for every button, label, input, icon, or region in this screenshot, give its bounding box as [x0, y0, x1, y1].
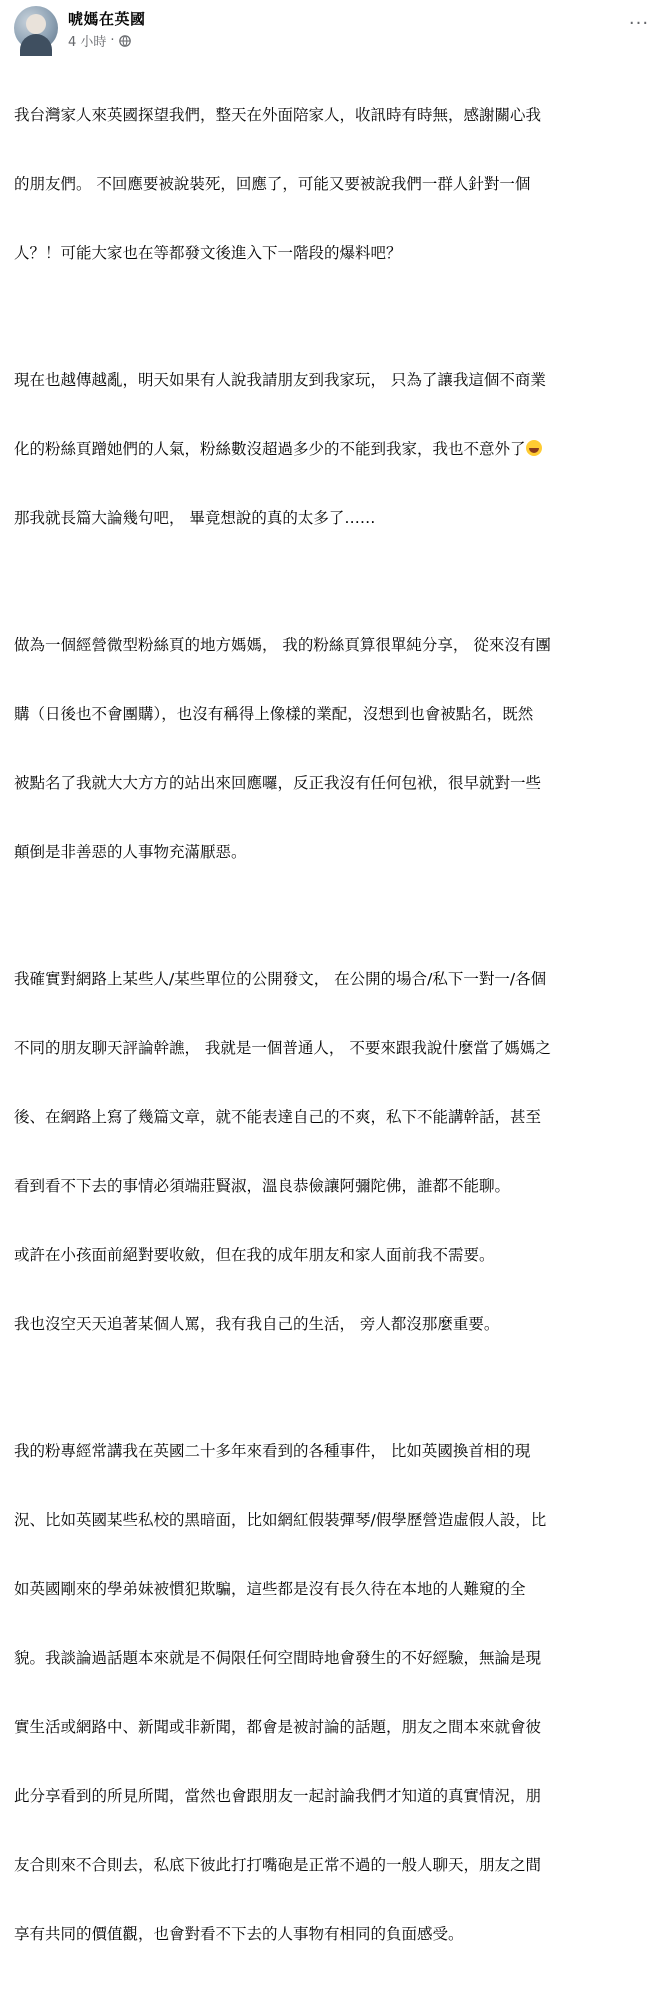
text-line: 如英國剛來的學弟妹被慣犯欺騙，這些都是沒有長久待在本地的人難窺的全 [14, 1580, 526, 1598]
text-line: 購（日後也不會團購），也沒有稱得上像樣的業配，沒想到也會被點名，既然 [14, 705, 534, 723]
page-name-link[interactable]: 唬媽在英國 [68, 10, 146, 28]
text-line: 實生活或網路中、新聞或非新聞，都會是被討論的話題，朋友之間本來就會彼 [14, 1718, 542, 1736]
text-line: 被點名了我就大大方方的站出來回應囉，反正我沒有任何包袱，很早就對一些 [14, 774, 542, 792]
laughing-emoji-icon [526, 440, 542, 456]
text-segment: 化的粉絲頁蹭她們的人氣，粉絲數沒超過多少的不能到我家，我也不意外了 [14, 440, 526, 458]
text-line: 我的粉專經常講我在英國二十多年來看到的各種事件， 比如英國換首相的現 [14, 1442, 531, 1460]
text-line: 況、比如英國某些私校的黑暗面，比如網紅假裝彈琴/假學歷營造虛假人設，比 [14, 1511, 547, 1529]
text-line: 我台灣家人來英國探望我們，整天在外面陪家人，收訊時有時無，感謝關心我 [14, 106, 542, 124]
text-line: 看到看不下去的事情必須端莊賢淑，溫良恭儉讓阿彌陀佛，誰都不能聊。 [14, 1177, 511, 1195]
avatar-body [20, 34, 52, 56]
text-line: 友合則來不合則去，私底下彼此打打嘴砲是正常不過的一般人聊天，朋友之間 [14, 1856, 542, 1874]
more-options-button[interactable]: ··· [628, 12, 650, 34]
text-line: 顛倒是非善惡的人事物充滿厭惡。 [14, 843, 247, 861]
text-line: 享有共同的價值觀，也會對看不下去的人事物有相同的負面感受。 [14, 1925, 464, 1943]
text-line: 此分享看到的所見所聞，當然也會跟朋友一起討論我們才知道的真實情況，朋 [14, 1787, 542, 1805]
text-line: 那我就長篇大論幾句吧， 畢竟想說的真的太多了…… [14, 509, 376, 527]
post-paragraph [14, 323, 654, 576]
post-header [14, 6, 656, 56]
text-line: 不同的朋友聊天評論幹譙， 我就是一個普通人， 不要來跟我說什麼當了媽媽之 [14, 1039, 551, 1057]
post-paragraph [14, 922, 654, 1382]
meta-separator: · [110, 33, 115, 48]
post-timestamp[interactable]: 4 小時 [68, 35, 107, 50]
text-line: 貌。我談論過話題本來就是不侷限任何空間時地會發生的不好經驗，無論是現 [14, 1649, 542, 1667]
post-body [14, 58, 654, 2004]
text-line: 後、在網路上寫了幾篇文章，就不能表達自己的不爽，私下不能講幹話，甚至 [14, 1108, 542, 1126]
globe-icon[interactable] [119, 35, 131, 47]
avatar-face [26, 14, 46, 34]
text-line: 我確實對網路上某些人/某些單位的公開發文， 在公開的場合/私下一對一/各個 [14, 970, 547, 988]
post-paragraph [14, 588, 654, 910]
post-paragraph [14, 58, 654, 311]
text-line: 的朋友們。 不回應要被說裝死，回應了，可能又要被說我們一群人針對一個 [14, 175, 531, 193]
text-line: 人？！可能大家也在等都發文後進入下一階段的爆料吧？ [14, 244, 402, 262]
text-line [14, 438, 654, 461]
page-avatar[interactable] [14, 6, 58, 50]
text-line: 現在也越傳越亂，明天如果有人說我請朋友到我家玩， 只為了讓我這個不商業 [14, 371, 546, 389]
post-meta [68, 31, 131, 50]
text-line: 做為一個經營微型粉絲頁的地方媽媽， 我的粉絲頁算很單純分享， 從來沒有團 [14, 636, 551, 654]
text-line: 我也沒空天天追著某個人罵，我有我自己的生活， 旁人都沒那麼重要。 [14, 1315, 500, 1333]
text-line: 或許在小孩面前絕對要收斂，但在我的成年朋友和家人面前我不需要。 [14, 1246, 495, 1264]
post-paragraph [14, 1394, 654, 1992]
